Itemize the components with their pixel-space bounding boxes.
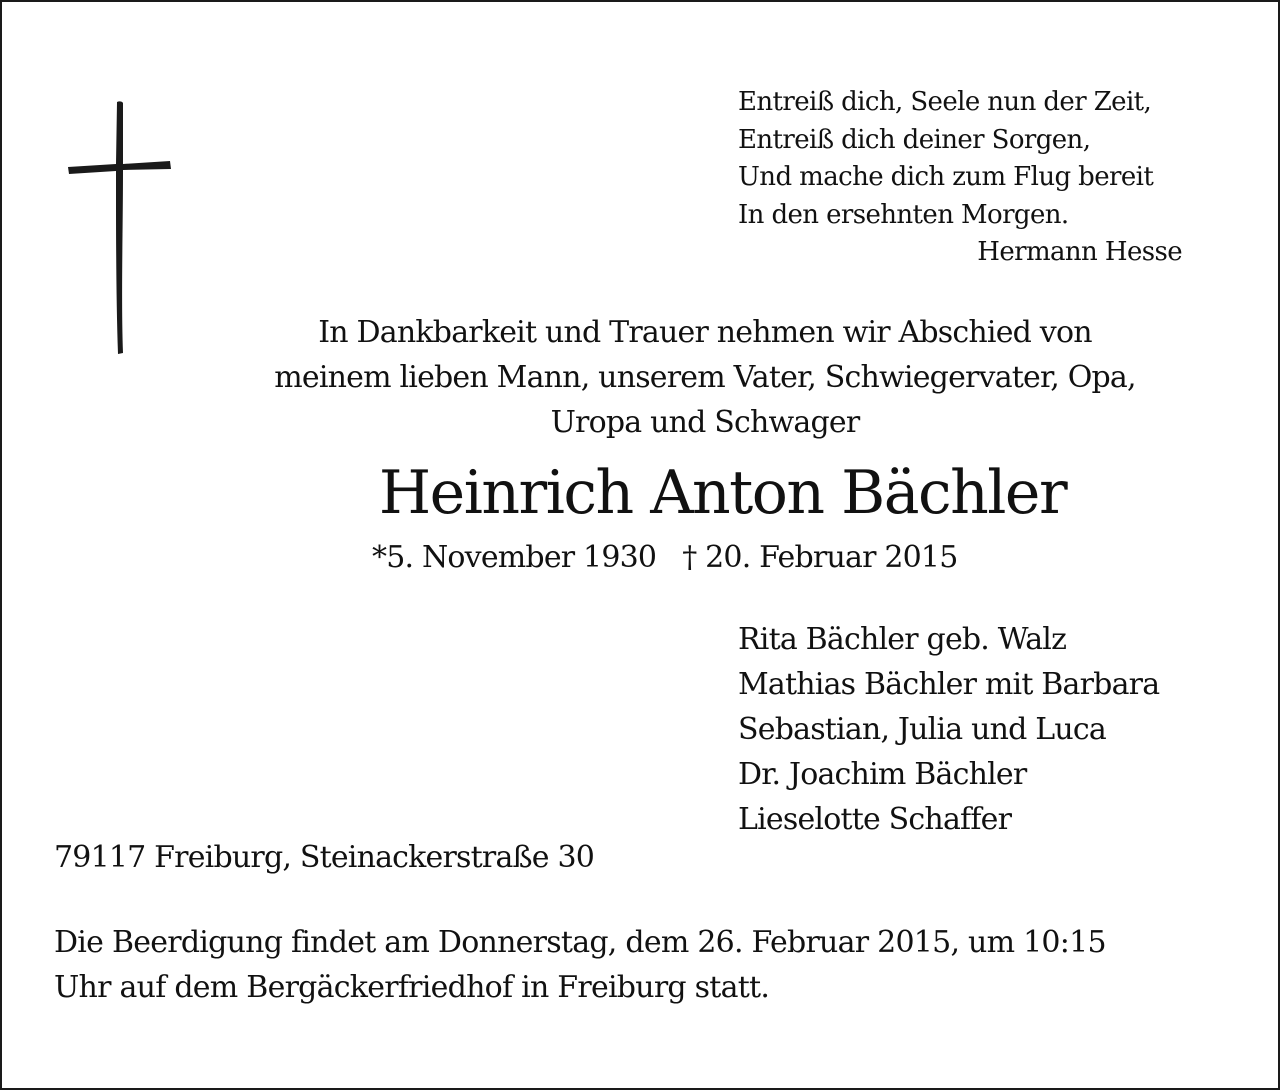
mourner-name: Dr. Joachim Bächler [738, 757, 1027, 792]
funeral-line: Die Beerdigung findet am Donnerstag, dem 26. Februar 2015, um 10:15 [54, 925, 1106, 960]
poem-quote [738, 84, 1182, 272]
mourner-name: Mathias Bächler mit Barbara [738, 667, 1160, 702]
poem-line: In den ersehnten Morgen. [738, 199, 1069, 230]
poem-author: Hermann Hesse [977, 237, 1182, 267]
poem-line: Entreiß dich, Seele nun der Zeit, [738, 87, 1152, 117]
mourners-list [738, 617, 1159, 842]
intro-line: meinem lieben Mann, unserem Vater, Schwiegervater, Opa, [274, 360, 1136, 395]
funeral-line: Uhr auf dem Bergäckerfriedhof in Freiburg statt. [54, 970, 770, 1005]
intro-line: Uropa und Schwager [550, 405, 860, 440]
intro-text [150, 310, 1260, 445]
mourner-name: Rita Bächler geb. Walz [738, 622, 1067, 657]
death-date: † 20. Februar 2015 [682, 540, 958, 575]
funeral-notice [54, 920, 1106, 1010]
poem-line: Und mache dich zum Flug bereit [738, 162, 1154, 192]
life-dates [372, 536, 958, 580]
deceased-name: Heinrich Anton Bächler [378, 458, 1067, 528]
mourner-name: Sebastian, Julia und Luca [738, 712, 1106, 747]
intro-line: In Dankbarkeit und Trauer nehmen wir Abschied von [318, 315, 1092, 350]
family-address: 79117 Freiburg, Steinackerstraße 30 [54, 840, 595, 875]
poem-line: Entreiß dich deiner Sorgen, [738, 124, 1091, 155]
mourner-name: Lieselotte Schaffer [738, 802, 1012, 837]
birth-date: *5. November 1930 [372, 540, 657, 575]
